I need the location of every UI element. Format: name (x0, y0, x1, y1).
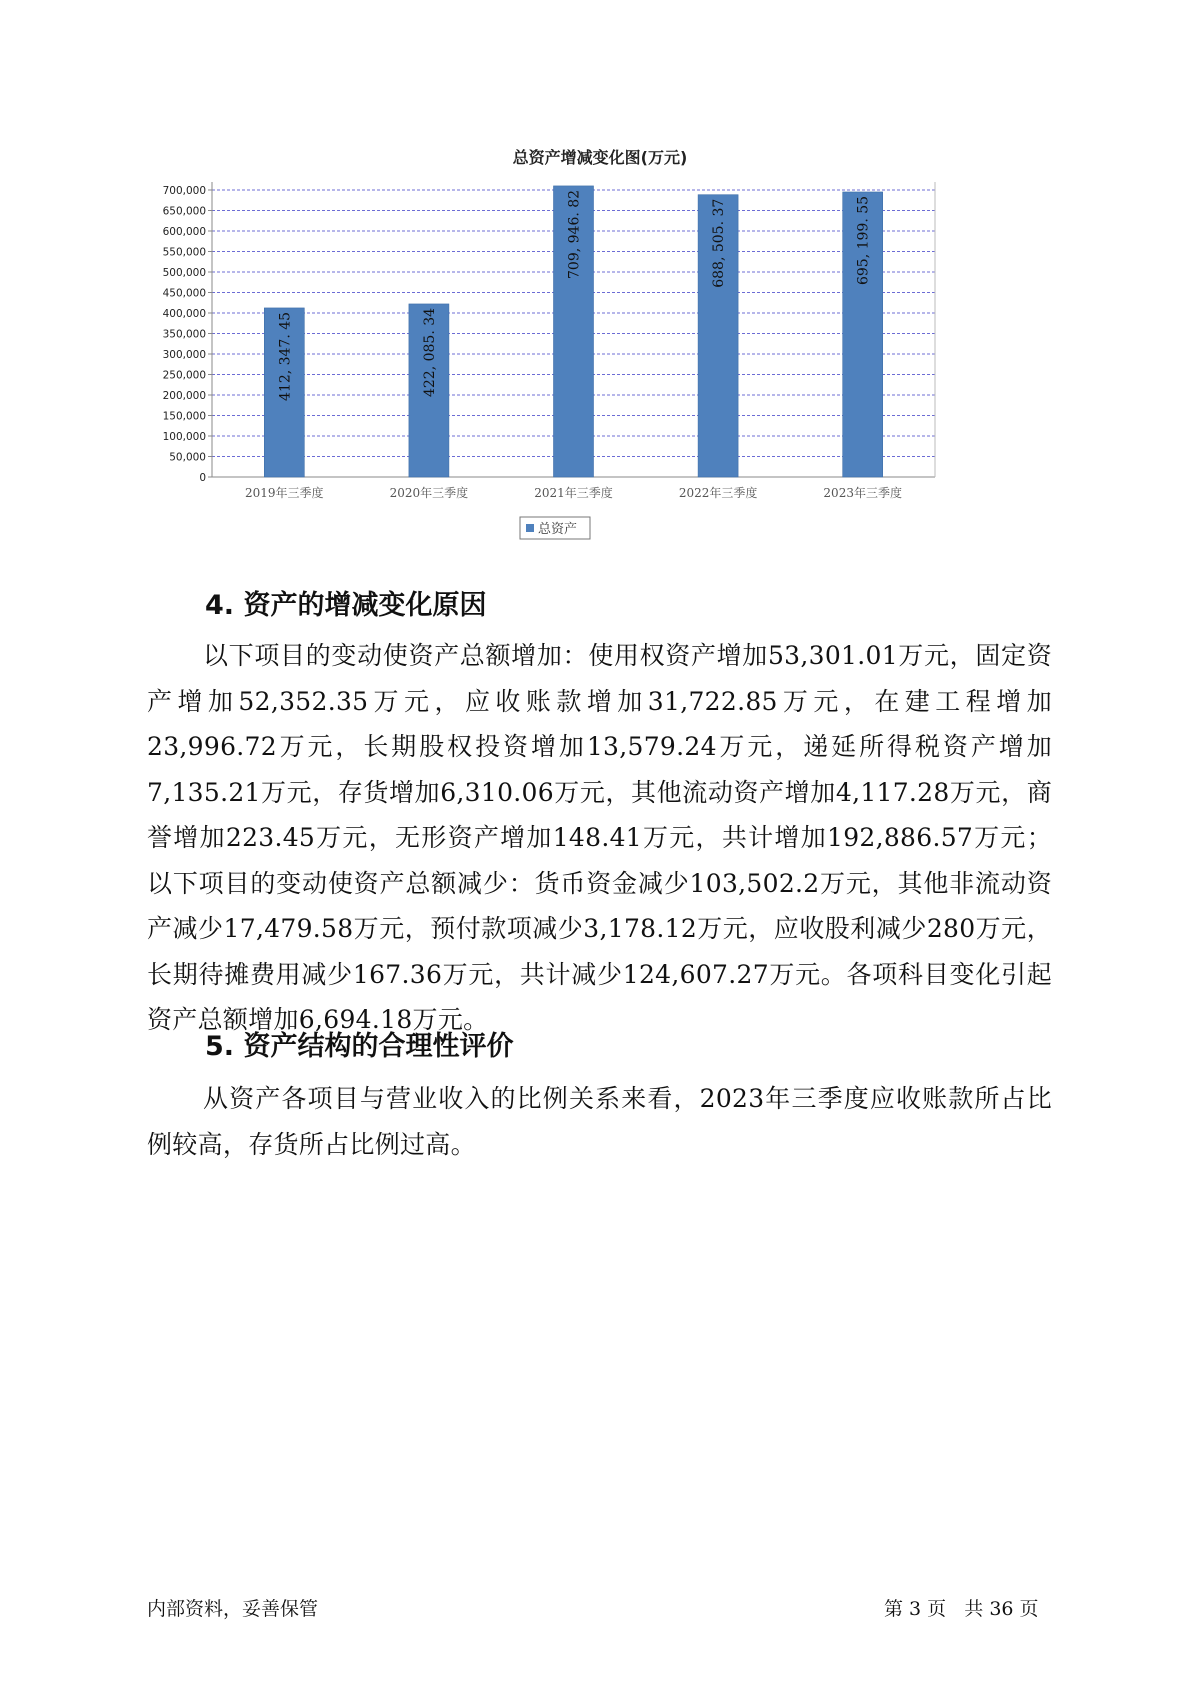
y-tick-label: 100,000 (162, 431, 206, 443)
bar-data-label: 695, 199. 55 (855, 195, 872, 286)
y-tick-label: 150,000 (162, 410, 206, 423)
bar-data-label: 412, 347. 45 (277, 311, 294, 402)
section-heading-asset-structure-evaluation: 5. 资产结构的合理性评价 (205, 1031, 514, 1062)
asset-change-reasons-paragraph: 以下项目的变动使资产总额增加：使用权资产增加53,301.01万元，固定资产增加52,352.35万元，应收账款增加31,722.85万元，在建工程增加23,996.72万元，长期股权投资增加13,579.24万元，递延所得税资产增加7,135.21万元，存货增加6,310.06万元，其他流动资产增加4,117.28万元，商誉增加223.45万元，无形资产增加148.41万元，共计增加192,886.57万元；以下项目的变动使资产总额减少：货币资金减少103,502.2万元，其他非流动资产减少17,479.58万元，预付款项减少3,178.12万元，应收股利减少280万元，长期待摊费用减少167.36万元，共计减少124,607.27万元。各项科目变化引起资产总额增加6,694.18万元。 (147, 641, 1052, 1034)
footer-page-number: 第 3 页 共 36 页 (884, 1598, 1039, 1620)
y-tick-label: 600,000 (162, 226, 206, 238)
y-tick-label: 400,000 (162, 308, 206, 320)
y-tick-label: 700,000 (162, 185, 206, 197)
y-tick-label: 500,000 (162, 267, 206, 279)
y-tick-label: 300,000 (162, 349, 206, 361)
chart-canvas (160, 135, 1040, 595)
x-tick-label: 2022年三季度 (678, 486, 758, 500)
y-tick-label: 250,000 (162, 369, 206, 382)
x-tick-label: 2019年三季度 (245, 486, 324, 500)
y-tick-label: 550,000 (162, 246, 206, 259)
x-tick-label: 2020年三季度 (389, 486, 469, 500)
x-tick-label: 2021年三季度 (534, 486, 613, 500)
y-tick-label: 200,000 (162, 390, 206, 402)
total-assets-chart (160, 135, 1040, 595)
y-tick-label: 350,000 (162, 328, 206, 341)
bar-data-label: 422, 085. 34 (421, 307, 438, 398)
bar-data-label: 709, 946. 82 (566, 189, 583, 279)
legend-swatch (526, 524, 534, 532)
y-tick-label: 650,000 (162, 205, 206, 218)
chart-title: 总资产增减变化图(万元) (512, 148, 688, 167)
asset-structure-evaluation-paragraph: 从资产各项目与营业收入的比例关系来看，2023年三季度应收账款所占比例较高，存货所占比例过高。 (147, 1084, 1052, 1159)
footer-confidential-note: 内部资料，妥善保管 (147, 1598, 319, 1620)
legend-label: 总资产 (538, 522, 578, 537)
x-tick-label: 2023年三季度 (823, 486, 902, 500)
y-tick-label: 0 (199, 472, 206, 484)
section-heading-asset-change-reasons: 4. 资产的增减变化原因 (205, 590, 487, 621)
y-tick-label: 50,000 (169, 451, 206, 464)
bar-data-label: 688, 505. 37 (711, 198, 728, 288)
y-tick-label: 450,000 (162, 287, 206, 300)
